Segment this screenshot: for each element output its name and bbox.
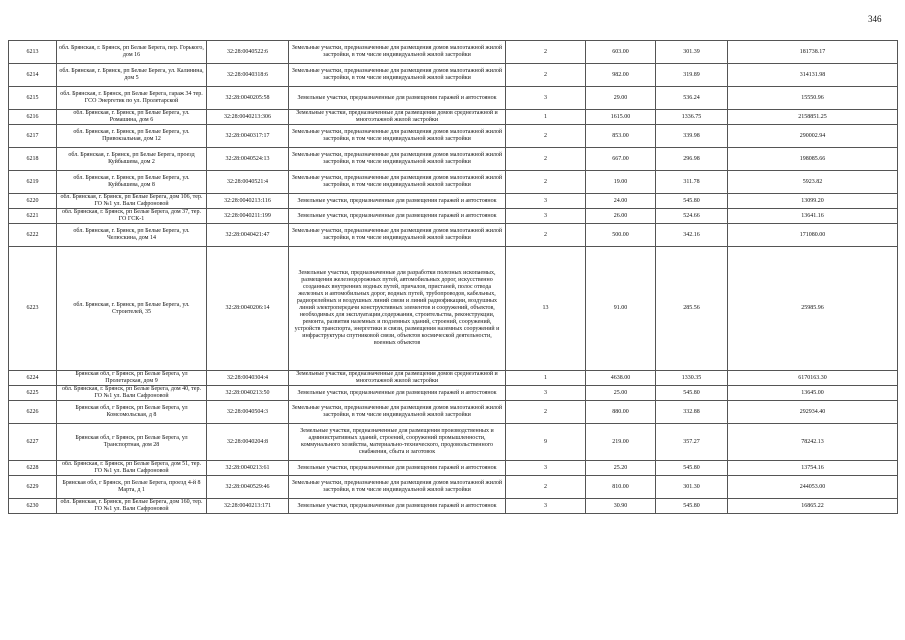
use-group-cell: 3 bbox=[506, 209, 586, 224]
specific-value-cell: 319.89 bbox=[656, 64, 728, 87]
specific-value-cell: 545.80 bbox=[656, 461, 728, 476]
record-id-cell: 6229 bbox=[9, 476, 57, 499]
record-id-cell: 6223 bbox=[9, 247, 57, 371]
specific-value-cell: 301.30 bbox=[656, 476, 728, 499]
area-cell: 853.00 bbox=[586, 125, 656, 148]
area-cell: 603.00 bbox=[586, 41, 656, 64]
address-cell: обл. Брянская, г. Брянск, рп Белые Берега, ул. Калинина, дом 5 bbox=[57, 64, 207, 87]
land-use-cell: Земельные участки, предназначенные для размещения домов малоэтажной жилой застройки, в том числе индивидуальной жилой застройки bbox=[289, 224, 506, 247]
address-cell: обл. Брянская, г. Брянск, рп Белые Берега, дом 51, тер. ГО №1 ул. Вали Сафроновой bbox=[57, 461, 207, 476]
land-use-cell: Земельные участки, предназначенные для разработки полезных ископаемых, размещения железнодорожных путей, автомобильных дорог, искусственно созданных внутренних водных путей, причалов, пристаней, полос отвода железных и автомобильных дорог, водных путей, трубопроводов, кабельных, радиорелейных и воздушных линий связи и линий радиофикации, воздушных линий электропередачи конструктивных элементов и сооружений, объектов, необходимых для эксплуатации,содержания, строительства, реконструкции, ремонта, развития наземных и подземных зданий, строений, сооружений, устройств транспорта, энергетики и связи, размещения наземных сооружений и инфраструктуры спутниковой связи, объектов космической деятельности, военных объектов bbox=[289, 247, 506, 371]
table-row bbox=[9, 64, 898, 87]
address-cell: обл. Брянская, г. Брянск, рп Белые Берега, дом 37, тер. ГО ГСК-1 bbox=[57, 209, 207, 224]
address-cell: Брянская обл, г Брянск, рп Белые Берега, ул Комсомольская, д 8 bbox=[57, 401, 207, 424]
table-row bbox=[9, 224, 898, 247]
address-cell: обл. Брянская, г. Брянск, рп Белые Берега, ул. Привокзальная, дом 12 bbox=[57, 125, 207, 148]
cadastral-number-cell: 32:28:0040304:4 bbox=[207, 371, 289, 386]
cadastral-number-cell: 32:28:0040317:17 bbox=[207, 125, 289, 148]
table-row bbox=[9, 371, 898, 386]
record-id-cell: 6213 bbox=[9, 41, 57, 64]
cadastral-number-cell: 32:28:0040213:116 bbox=[207, 194, 289, 209]
land-use-cell: Земельные участки, предназначенные для размещения домов среднеэтажной и многоэтажной жилой застройки bbox=[289, 371, 506, 386]
area-cell: 982.00 bbox=[586, 64, 656, 87]
specific-value-cell: 342.16 bbox=[656, 224, 728, 247]
specific-value-cell: 545.80 bbox=[656, 499, 728, 514]
use-group-cell: 2 bbox=[506, 401, 586, 424]
table-row bbox=[9, 194, 898, 209]
address-cell: Брянская обл, г Брянск, рп Белые Берега, ул Транспортная, дом 28 bbox=[57, 424, 207, 461]
table-row bbox=[9, 247, 898, 371]
use-group-cell: 13 bbox=[506, 247, 586, 371]
cadastral-value-cell: 13754.16 bbox=[728, 461, 898, 476]
cadastral-number-cell: 32:28:0040318:6 bbox=[207, 64, 289, 87]
use-group-cell: 3 bbox=[506, 461, 586, 476]
cadastral-number-cell: 32:28:0040521:4 bbox=[207, 171, 289, 194]
land-use-cell: Земельные участки, предназначенные для размещения производственных и административных зданий, строений, сооружений промышленности, коммунального хозяйства, материально-технического, продовольственного снабжения, сбыта и заготовок bbox=[289, 424, 506, 461]
specific-value-cell: 357.27 bbox=[656, 424, 728, 461]
land-use-cell: Земельные участки, предназначенные для размещения домов малоэтажной жилой застройки, в том числе индивидуальной жилой застройки bbox=[289, 476, 506, 499]
table-row bbox=[9, 209, 898, 224]
use-group-cell: 2 bbox=[506, 64, 586, 87]
specific-value-cell: 296.98 bbox=[656, 148, 728, 171]
address-cell: обл. Брянская, г. Брянск, рп Белые Берега, дом 160, тер. ГО №1 ул. Вали Сафроновой bbox=[57, 499, 207, 514]
use-group-cell: 2 bbox=[506, 171, 586, 194]
cadastral-number-cell: 32:28:0040504:3 bbox=[207, 401, 289, 424]
table-row bbox=[9, 401, 898, 424]
cadastral-value-cell: 5923.82 bbox=[728, 171, 898, 194]
area-cell: 4638.00 bbox=[586, 371, 656, 386]
record-id-cell: 6222 bbox=[9, 224, 57, 247]
cadastral-value-cell: 181738.17 bbox=[728, 41, 898, 64]
address-cell: обл. Брянская, г. Брянск, рп Белые Берега, дом 106, тер. ГО №1 ул. Вали Сафроновой bbox=[57, 194, 207, 209]
cadastral-number-cell: 32:28:0040213:61 bbox=[207, 461, 289, 476]
area-cell: 25.20 bbox=[586, 461, 656, 476]
use-group-cell: 3 bbox=[506, 386, 586, 401]
record-id-cell: 6228 bbox=[9, 461, 57, 476]
table-row bbox=[9, 386, 898, 401]
record-id-cell: 6218 bbox=[9, 148, 57, 171]
table-row bbox=[9, 87, 898, 110]
area-cell: 219.00 bbox=[586, 424, 656, 461]
address-cell: Брянская обл, г Брянск, рп Белые Берега, ул Пролетарская, дом 9 bbox=[57, 371, 207, 386]
record-id-cell: 6227 bbox=[9, 424, 57, 461]
use-group-cell: 2 bbox=[506, 125, 586, 148]
use-group-cell: 3 bbox=[506, 87, 586, 110]
land-use-cell: Земельные участки, предназначенные для размещения домов среднеэтажной и многоэтажной жилой застройки bbox=[289, 110, 506, 125]
specific-value-cell: 311.78 bbox=[656, 171, 728, 194]
address-cell: обл. Брянская, г. Брянск, рп Белые Берега, ул. Челюскина, дом 14 bbox=[57, 224, 207, 247]
cadastral-value-cell: 13641.16 bbox=[728, 209, 898, 224]
cadastral-value-cell: 314131.98 bbox=[728, 64, 898, 87]
address-cell: обл. Брянская, г. Брянск, рп Белые Берега, ул. Куйбышева, дом 8 bbox=[57, 171, 207, 194]
address-cell: обл. Брянская, г. Брянск, рп Белые Берега, проезд Куйбышева, дом 2 bbox=[57, 148, 207, 171]
land-use-cell: Земельные участки, предназначенные для размещения гаражей и автостоянок bbox=[289, 194, 506, 209]
specific-value-cell: 339.98 bbox=[656, 125, 728, 148]
cadastral-value-cell: 13099.20 bbox=[728, 194, 898, 209]
cadastral-number-cell: 32:28:0040205:58 bbox=[207, 87, 289, 110]
specific-value-cell: 536.24 bbox=[656, 87, 728, 110]
land-use-cell: Земельные участки, предназначенные для размещения домов малоэтажной жилой застройки, в том числе индивидуальной жилой застройки bbox=[289, 171, 506, 194]
cadastral-number-cell: 32:28:0040529:46 bbox=[207, 476, 289, 499]
use-group-cell: 9 bbox=[506, 424, 586, 461]
area-cell: 91.00 bbox=[586, 247, 656, 371]
area-cell: 1615.00 bbox=[586, 110, 656, 125]
table-row bbox=[9, 125, 898, 148]
table-row bbox=[9, 110, 898, 125]
area-cell: 24.00 bbox=[586, 194, 656, 209]
table-body bbox=[9, 41, 898, 514]
cadastral-value-cell: 16865.22 bbox=[728, 499, 898, 514]
cadastral-value-cell: 290002.94 bbox=[728, 125, 898, 148]
area-cell: 19.00 bbox=[586, 171, 656, 194]
address-cell: обл. Брянская, г. Брянск, рп Белые Берега, пер. Горького, дом 16 bbox=[57, 41, 207, 64]
area-cell: 667.00 bbox=[586, 148, 656, 171]
record-id-cell: 6226 bbox=[9, 401, 57, 424]
cadastral-number-cell: 32:28:0040211:199 bbox=[207, 209, 289, 224]
cadastral-value-cell: 292934.40 bbox=[728, 401, 898, 424]
address-cell: обл. Брянская, г. Брянск, рп Белые Берега, ул. Ромашина, дом 6 bbox=[57, 110, 207, 125]
cadastral-number-cell: 32:28:0040213:50 bbox=[207, 386, 289, 401]
use-group-cell: 3 bbox=[506, 194, 586, 209]
specific-value-cell: 1336.75 bbox=[656, 110, 728, 125]
cadastral-value-cell: 198085.66 bbox=[728, 148, 898, 171]
specific-value-cell: 524.66 bbox=[656, 209, 728, 224]
table-row bbox=[9, 499, 898, 514]
area-cell: 25.00 bbox=[586, 386, 656, 401]
address-cell: обл. Брянская, г. Брянск, рп Белые Берега, ул. Строителей, 35 bbox=[57, 247, 207, 371]
area-cell: 880.00 bbox=[586, 401, 656, 424]
use-group-cell: 1 bbox=[506, 110, 586, 125]
use-group-cell: 2 bbox=[506, 148, 586, 171]
address-cell: обл. Брянская, г. Брянск, рп Белые Берега, дом 40, тер. ГО №1 ул. Вали Сафроновой bbox=[57, 386, 207, 401]
record-id-cell: 6220 bbox=[9, 194, 57, 209]
record-id-cell: 6214 bbox=[9, 64, 57, 87]
table-row bbox=[9, 461, 898, 476]
cadastral-value-cell: 13645.00 bbox=[728, 386, 898, 401]
use-group-cell: 1 bbox=[506, 371, 586, 386]
cadastral-number-cell: 32:28:0040522:6 bbox=[207, 41, 289, 64]
page-number: 346 bbox=[868, 14, 882, 24]
land-use-cell: Земельные участки, предназначенные для размещения гаражей и автостоянок bbox=[289, 499, 506, 514]
use-group-cell: 3 bbox=[506, 499, 586, 514]
cadastral-value-cell: 25985.96 bbox=[728, 247, 898, 371]
land-use-cell: Земельные участки, предназначенные для размещения домов малоэтажной жилой застройки, в том числе индивидуальной жилой застройки bbox=[289, 125, 506, 148]
record-id-cell: 6225 bbox=[9, 386, 57, 401]
cadastral-value-cell: 2158851.25 bbox=[728, 110, 898, 125]
area-cell: 30.90 bbox=[586, 499, 656, 514]
record-id-cell: 6215 bbox=[9, 87, 57, 110]
land-use-cell: Земельные участки, предназначенные для размещения домов малоэтажной жилой застройки, в том числе индивидуальной жилой застройки bbox=[289, 148, 506, 171]
land-use-cell: Земельные участки, предназначенные для размещения гаражей и автостоянок bbox=[289, 87, 506, 110]
cadastral-number-cell: 32:28:0040204:8 bbox=[207, 424, 289, 461]
specific-value-cell: 545.80 bbox=[656, 194, 728, 209]
cadastral-number-cell: 32:28:0040206:14 bbox=[207, 247, 289, 371]
land-use-cell: Земельные участки, предназначенные для размещения домов малоэтажной жилой застройки, в том числе индивидуальной жилой застройки bbox=[289, 41, 506, 64]
cadastral-value-cell: 6170163.30 bbox=[728, 371, 898, 386]
table-row bbox=[9, 171, 898, 194]
table-row bbox=[9, 476, 898, 499]
use-group-cell: 2 bbox=[506, 476, 586, 499]
land-use-cell: Земельные участки, предназначенные для размещения гаражей и автостоянок bbox=[289, 386, 506, 401]
record-id-cell: 6221 bbox=[9, 209, 57, 224]
use-group-cell: 2 bbox=[506, 224, 586, 247]
cadastral-number-cell: 32:28:0040213:171 bbox=[207, 499, 289, 514]
area-cell: 29.00 bbox=[586, 87, 656, 110]
specific-value-cell: 1330.35 bbox=[656, 371, 728, 386]
record-id-cell: 6230 bbox=[9, 499, 57, 514]
address-cell: Брянская обл, г Брянск, рп Белые Берега, проезд 4-й 8 Марта, д 1 bbox=[57, 476, 207, 499]
specific-value-cell: 301.39 bbox=[656, 41, 728, 64]
area-cell: 26.00 bbox=[586, 209, 656, 224]
address-cell: обл. Брянская, г. Брянск, рп Белые Берега, гараж 34 тер. ГСО Энергетик по ул. Пролетарской bbox=[57, 87, 207, 110]
specific-value-cell: 545.80 bbox=[656, 386, 728, 401]
area-cell: 810.00 bbox=[586, 476, 656, 499]
table-row bbox=[9, 148, 898, 171]
area-cell: 500.00 bbox=[586, 224, 656, 247]
cadastral-number-cell: 32:28:0040213:306 bbox=[207, 110, 289, 125]
cadastral-number-cell: 32:28:0040524:13 bbox=[207, 148, 289, 171]
record-id-cell: 6224 bbox=[9, 371, 57, 386]
cadastral-value-cell: 171080.00 bbox=[728, 224, 898, 247]
cadastral-value-cell: 78242.13 bbox=[728, 424, 898, 461]
land-use-cell: Земельные участки, предназначенные для размещения гаражей и автостоянок bbox=[289, 209, 506, 224]
cadastral-value-cell: 244053.00 bbox=[728, 476, 898, 499]
land-registry-table bbox=[8, 40, 898, 514]
land-use-cell: Земельные участки, предназначенные для размещения домов малоэтажной жилой застройки, в том числе индивидуальной жилой застройки bbox=[289, 64, 506, 87]
record-id-cell: 6216 bbox=[9, 110, 57, 125]
record-id-cell: 6217 bbox=[9, 125, 57, 148]
use-group-cell: 2 bbox=[506, 41, 586, 64]
record-id-cell: 6219 bbox=[9, 171, 57, 194]
specific-value-cell: 332.88 bbox=[656, 401, 728, 424]
land-use-cell: Земельные участки, предназначенные для размещения гаражей и автостоянок bbox=[289, 461, 506, 476]
cadastral-value-cell: 15550.96 bbox=[728, 87, 898, 110]
cadastral-number-cell: 32:28:0040421:47 bbox=[207, 224, 289, 247]
table-row bbox=[9, 41, 898, 64]
land-use-cell: Земельные участки, предназначенные для размещения домов малоэтажной жилой застройки, в том числе индивидуальной жилой застройки bbox=[289, 401, 506, 424]
table-row bbox=[9, 424, 898, 461]
specific-value-cell: 285.56 bbox=[656, 247, 728, 371]
